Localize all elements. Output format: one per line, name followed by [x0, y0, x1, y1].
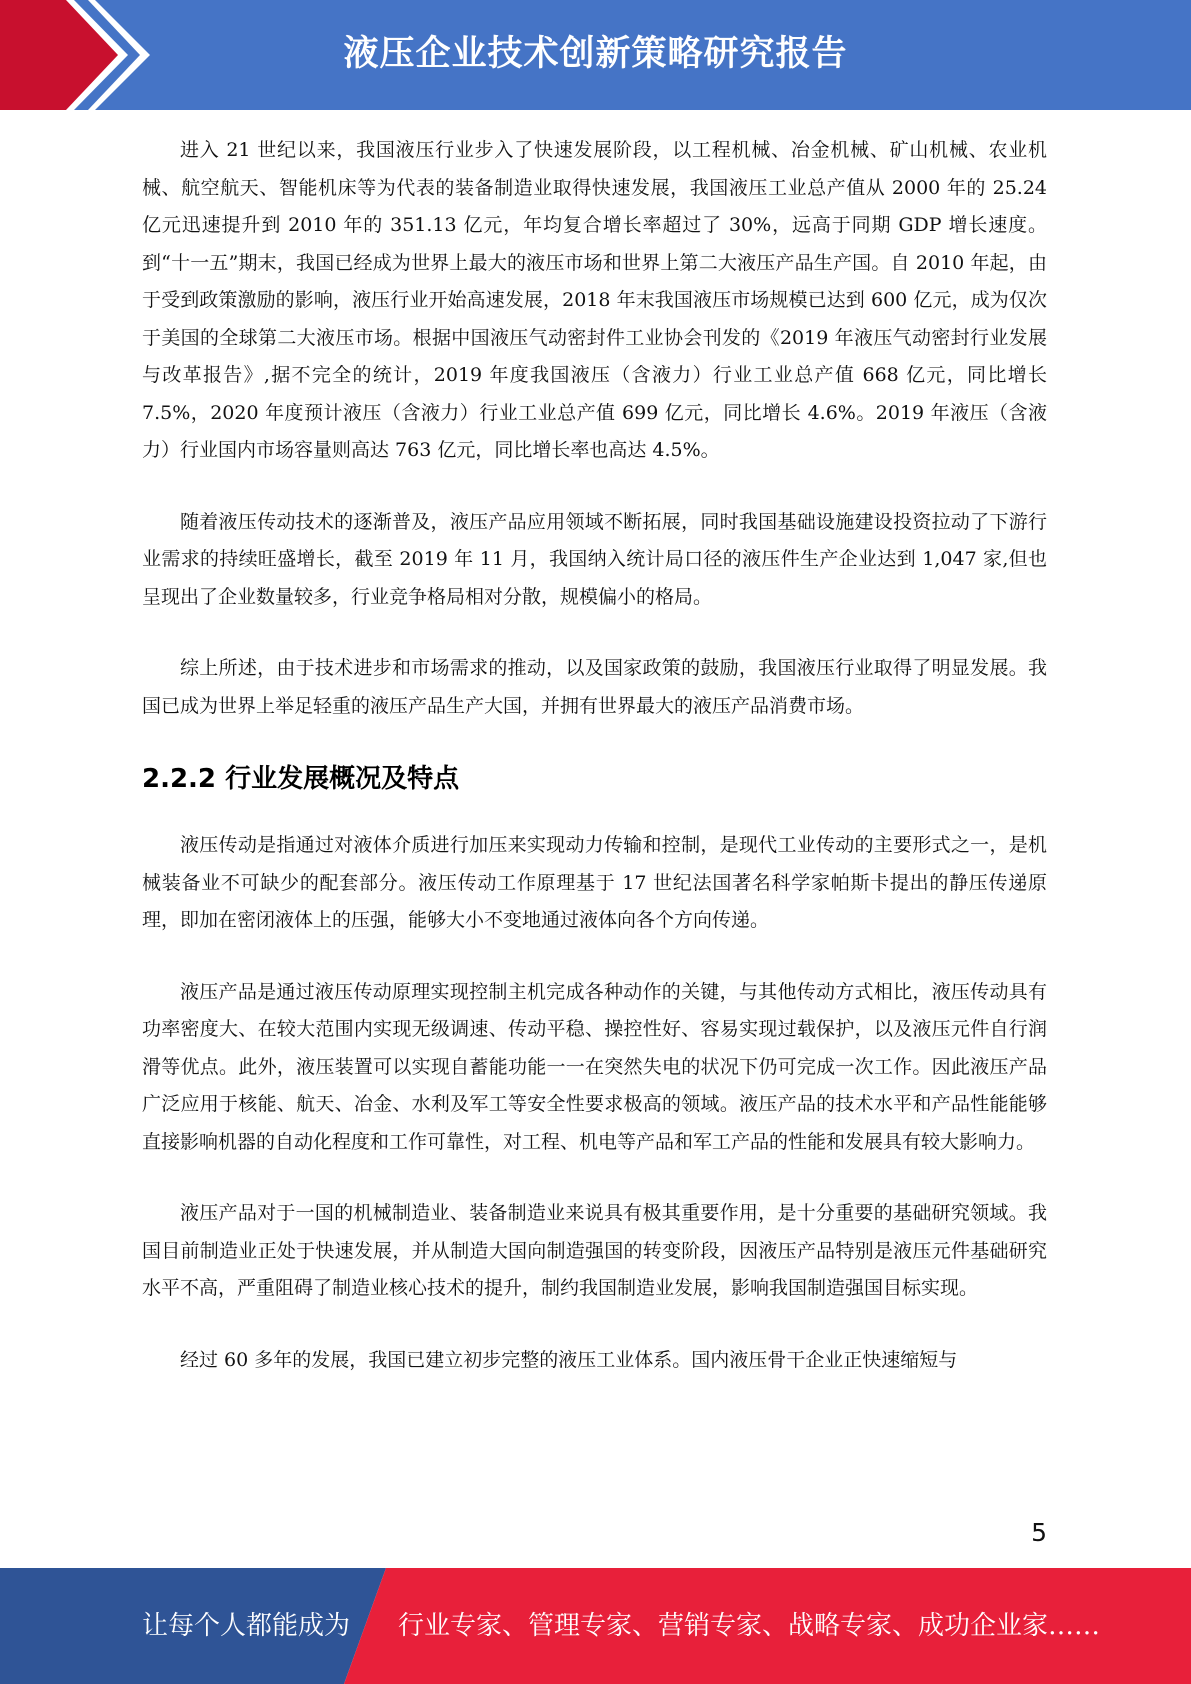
document-body	[142, 132, 1047, 1413]
footer-slogan-right: 行业专家、管理专家、营销专家、战略专家、成功企业家……	[398, 1611, 1101, 1641]
paragraph: 液压产品是通过液压传动原理实现控制主机完成各种动作的关键，与其他传动方式相比，液压传动具有功率密度大、在较大范围内实现无级调速、传动平稳、操控性好、容易实现过载保护，以及液压元件自行润滑等优点。此外，液压装置可以实现自蓄能功能一一在突然失电的状况下仍可完成一次工作。因此液压产品广泛应用于核能、航天、冶金、水利及军工等安全性要求极高的领域。液压产品的技术水平和产品性能能够直接影响机器的自动化程度和工作可靠性，对工程、机电等产品和军工产品的性能和发展具有较大影响力。	[142, 980, 1047, 1153]
paragraph: 进入 21 世纪以来，我国液压行业步入了快速发展阶段，以工程机械、冶金机械、矿山机械、农业机械、航空航天、智能机床等为代表的装备制造业取得快速发展，我国液压工业总产值从 2000 年的 25.24 亿元迅速提升到 2010 年的 351.13 亿元，年均复合增长率超过了 30%，远高于同期 GDP 增长速度。到“十一五”期末，我国已经成为世界上最大的液压市场和世界上第二大液压产品生产国。自 2010 年起，由于受到政策激励的影响，液压行业开始高速发展，2018 年末我国液压市场规模已达到 600 亿元，成为仅次于美国的全球第二大液压市场。根据中国液压气动密封件工业协会刊发的《2019 年液压气动密封行业发展与改革报告》,据不完全的统计，2019 年度我国液压（含液力）行业工业总产值 668 亿元，同比增长 7.5%，2020 年度预计液压（含液力）行业工业总产值 699 亿元，同比增长 4.6%。2019 年液压（含液力）行业国内市场容量则高达 763 亿元，同比增长率也高达 4.5%。	[142, 139, 1047, 461]
paragraph: 液压产品对于一国的机械制造业、装备制造业来说具有极其重要作用，是十分重要的基础研究领域。我国目前制造业正处于快速发展，并从制造大国向制造强国的转变阶段，因液压产品特别是液压元件基础研究水平不高，严重阻碍了制造业核心技术的提升，制约我国制造业发展，影响我国制造强国目标实现。	[142, 1202, 1047, 1299]
paragraph: 液压传动是指通过对液体介质进行加压来实现动力传输和控制，是现代工业传动的主要形式之一，是机械装备业不可缺少的配套部分。液压传动工作原理基于 17 世纪法国著名科学家帕斯卡提出的静压传递原理，即加在密闭液体上的压强，能够大小不变地通过液体向各个方向传递。	[142, 834, 1047, 931]
paragraph: 随着液压传动技术的逐渐普及，液压产品应用领域不断拓展，同时我国基础设施建设投资拉动了下游行业需求的持续旺盛增长，截至 2019 年 11 月，我国纳入统计局口径的液压件生产企业达到 1,047 家,但也呈现出了企业数量较多，行业竞争格局相对分散，规模偏小的格局。	[142, 510, 1047, 608]
report-title: 液压企业技术创新策略研究报告	[343, 34, 848, 74]
footer-slogan-left: 让每个人都能成为	[142, 1611, 351, 1641]
paragraph: 经过 60 多年的发展，我国已建立初步完整的液压工业体系。国内液压骨干企业正快速缩短与	[180, 1348, 958, 1371]
section-heading: 2.2.2 行业发展概况及特点	[142, 764, 460, 794]
page-footer	[0, 1568, 1191, 1684]
paragraph: 综上所述，由于技术进步和市场需求的推动，以及国家政策的鼓励，我国液压行业取得了明显发展。我国已成为世界上举足轻重的液压产品生产大国，并拥有世界最大的液压产品消费市场。	[142, 657, 1047, 717]
page-header	[0, 0, 1191, 110]
page-number: 5	[1031, 1518, 1047, 1547]
